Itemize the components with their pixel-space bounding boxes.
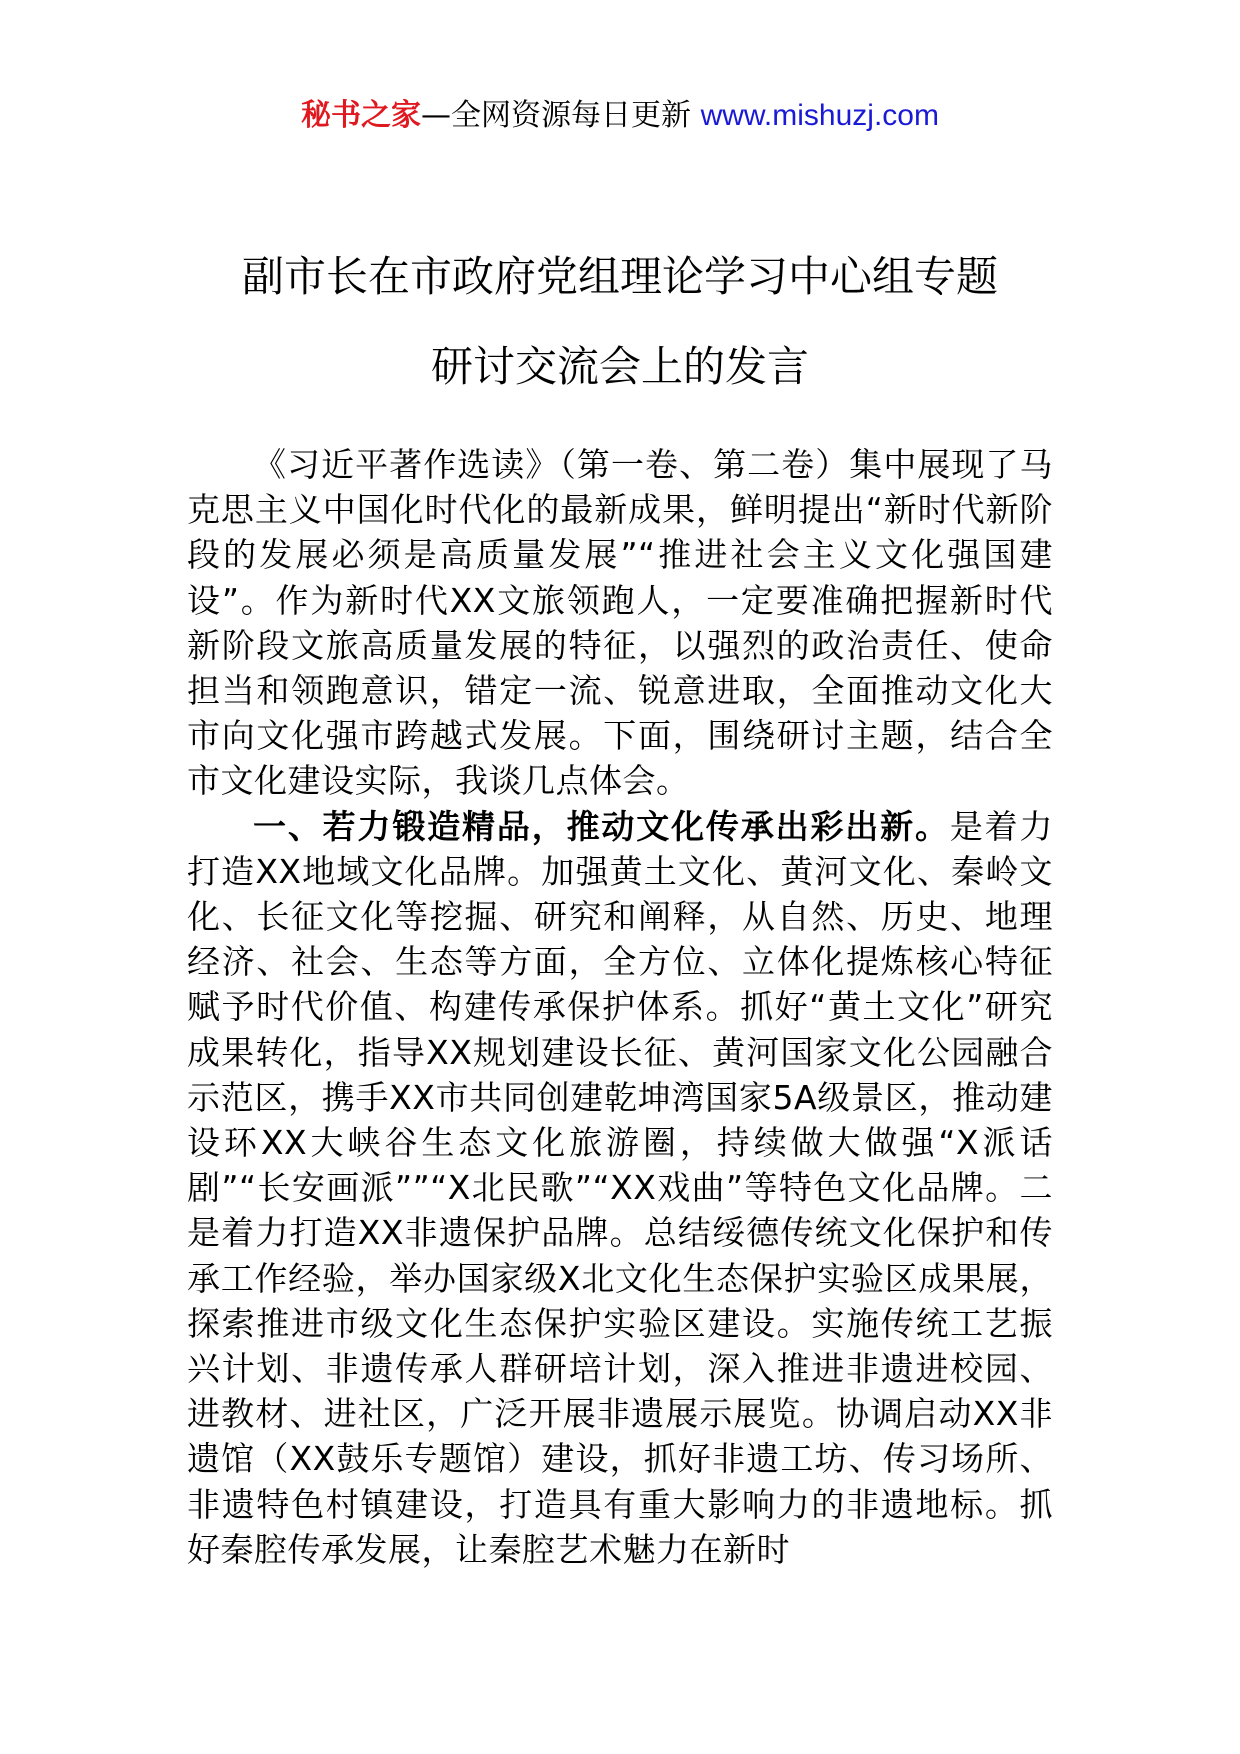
title-line-2: 研讨交流会上的发言	[430, 342, 809, 391]
section-1-body: 是着力打造XX地域文化品牌。加强黄土文化、黄河文化、秦岭文化、长征文化等挖掘、研究和阐释，从自然、历史、地理经济、社会、生态等方面，全方位、立体化提炼核心特征赋予时代价值、构建传承保护体系。抓好“黄土文化”研究成果转化，指导XX规划建设长征、黄河国家文化公园融合示范区，携手XX市共同创建乾坤湾国家5A级景区，推动建设环XX大峡谷生态文化旅游圈，持续做大做强“X派话剧”“长安画派””“X北民歌”“XX戏曲”等特色文化品牌。二是着力打造XX非遗保护品牌。总结绥德传统文化保护和传承工作经验，举办国家级X北文化生态保护实验区成果展，探索推进市级文化生态保护实验区建设。实施传统工艺振兴计划、非遗传承人群研培计划，深入推进非遗进校园、进教材、进社区，广泛开展非遗展示展览。协调启动XX非遗馆（XX鼓乐专题馆）建设，抓好非遗工坊、传习场所、非遗特色村镇建设，打造具有重大影响力的非遗地标。抓好秦腔传承发展，让秦腔艺术魅力在新时	[187, 806, 1054, 1569]
intro-paragraph: 《习近平著作选读》（第一卷、第二卷）集中展现了马克思主义中国化时代化的最新成果，鲜明提出“新时代新阶段的发展必须是高质量发展”“推进社会主义文化强国建设”。作为新时代XX文旅领跑人，一定要准确把握新时代新阶段文旅高质量发展的特征，以强烈的政治责任、使命担当和领跑意识，错定一流、锐意进取，全面推动文化大市向文化强市跨越式发展。下面，围绕研讨主题，结合全市文化建设实际，我谈几点体会。	[187, 445, 1053, 801]
site-url-link[interactable]: www.mishuzj.com	[700, 99, 939, 132]
title-line-1: 副市长在市政府党组理论学习中心组专题	[241, 252, 998, 301]
document-body	[187, 442, 1053, 1572]
brand-name: 秘书之家	[301, 98, 422, 133]
section-1-heading: 一、若力锻造精品，推动文化传承出彩出新。	[253, 806, 950, 846]
document-title	[140, 232, 1100, 412]
section-1-paragraph	[187, 804, 1053, 1572]
page-header	[0, 96, 1240, 136]
header-tagline: —全网资源每日更新	[421, 98, 692, 133]
